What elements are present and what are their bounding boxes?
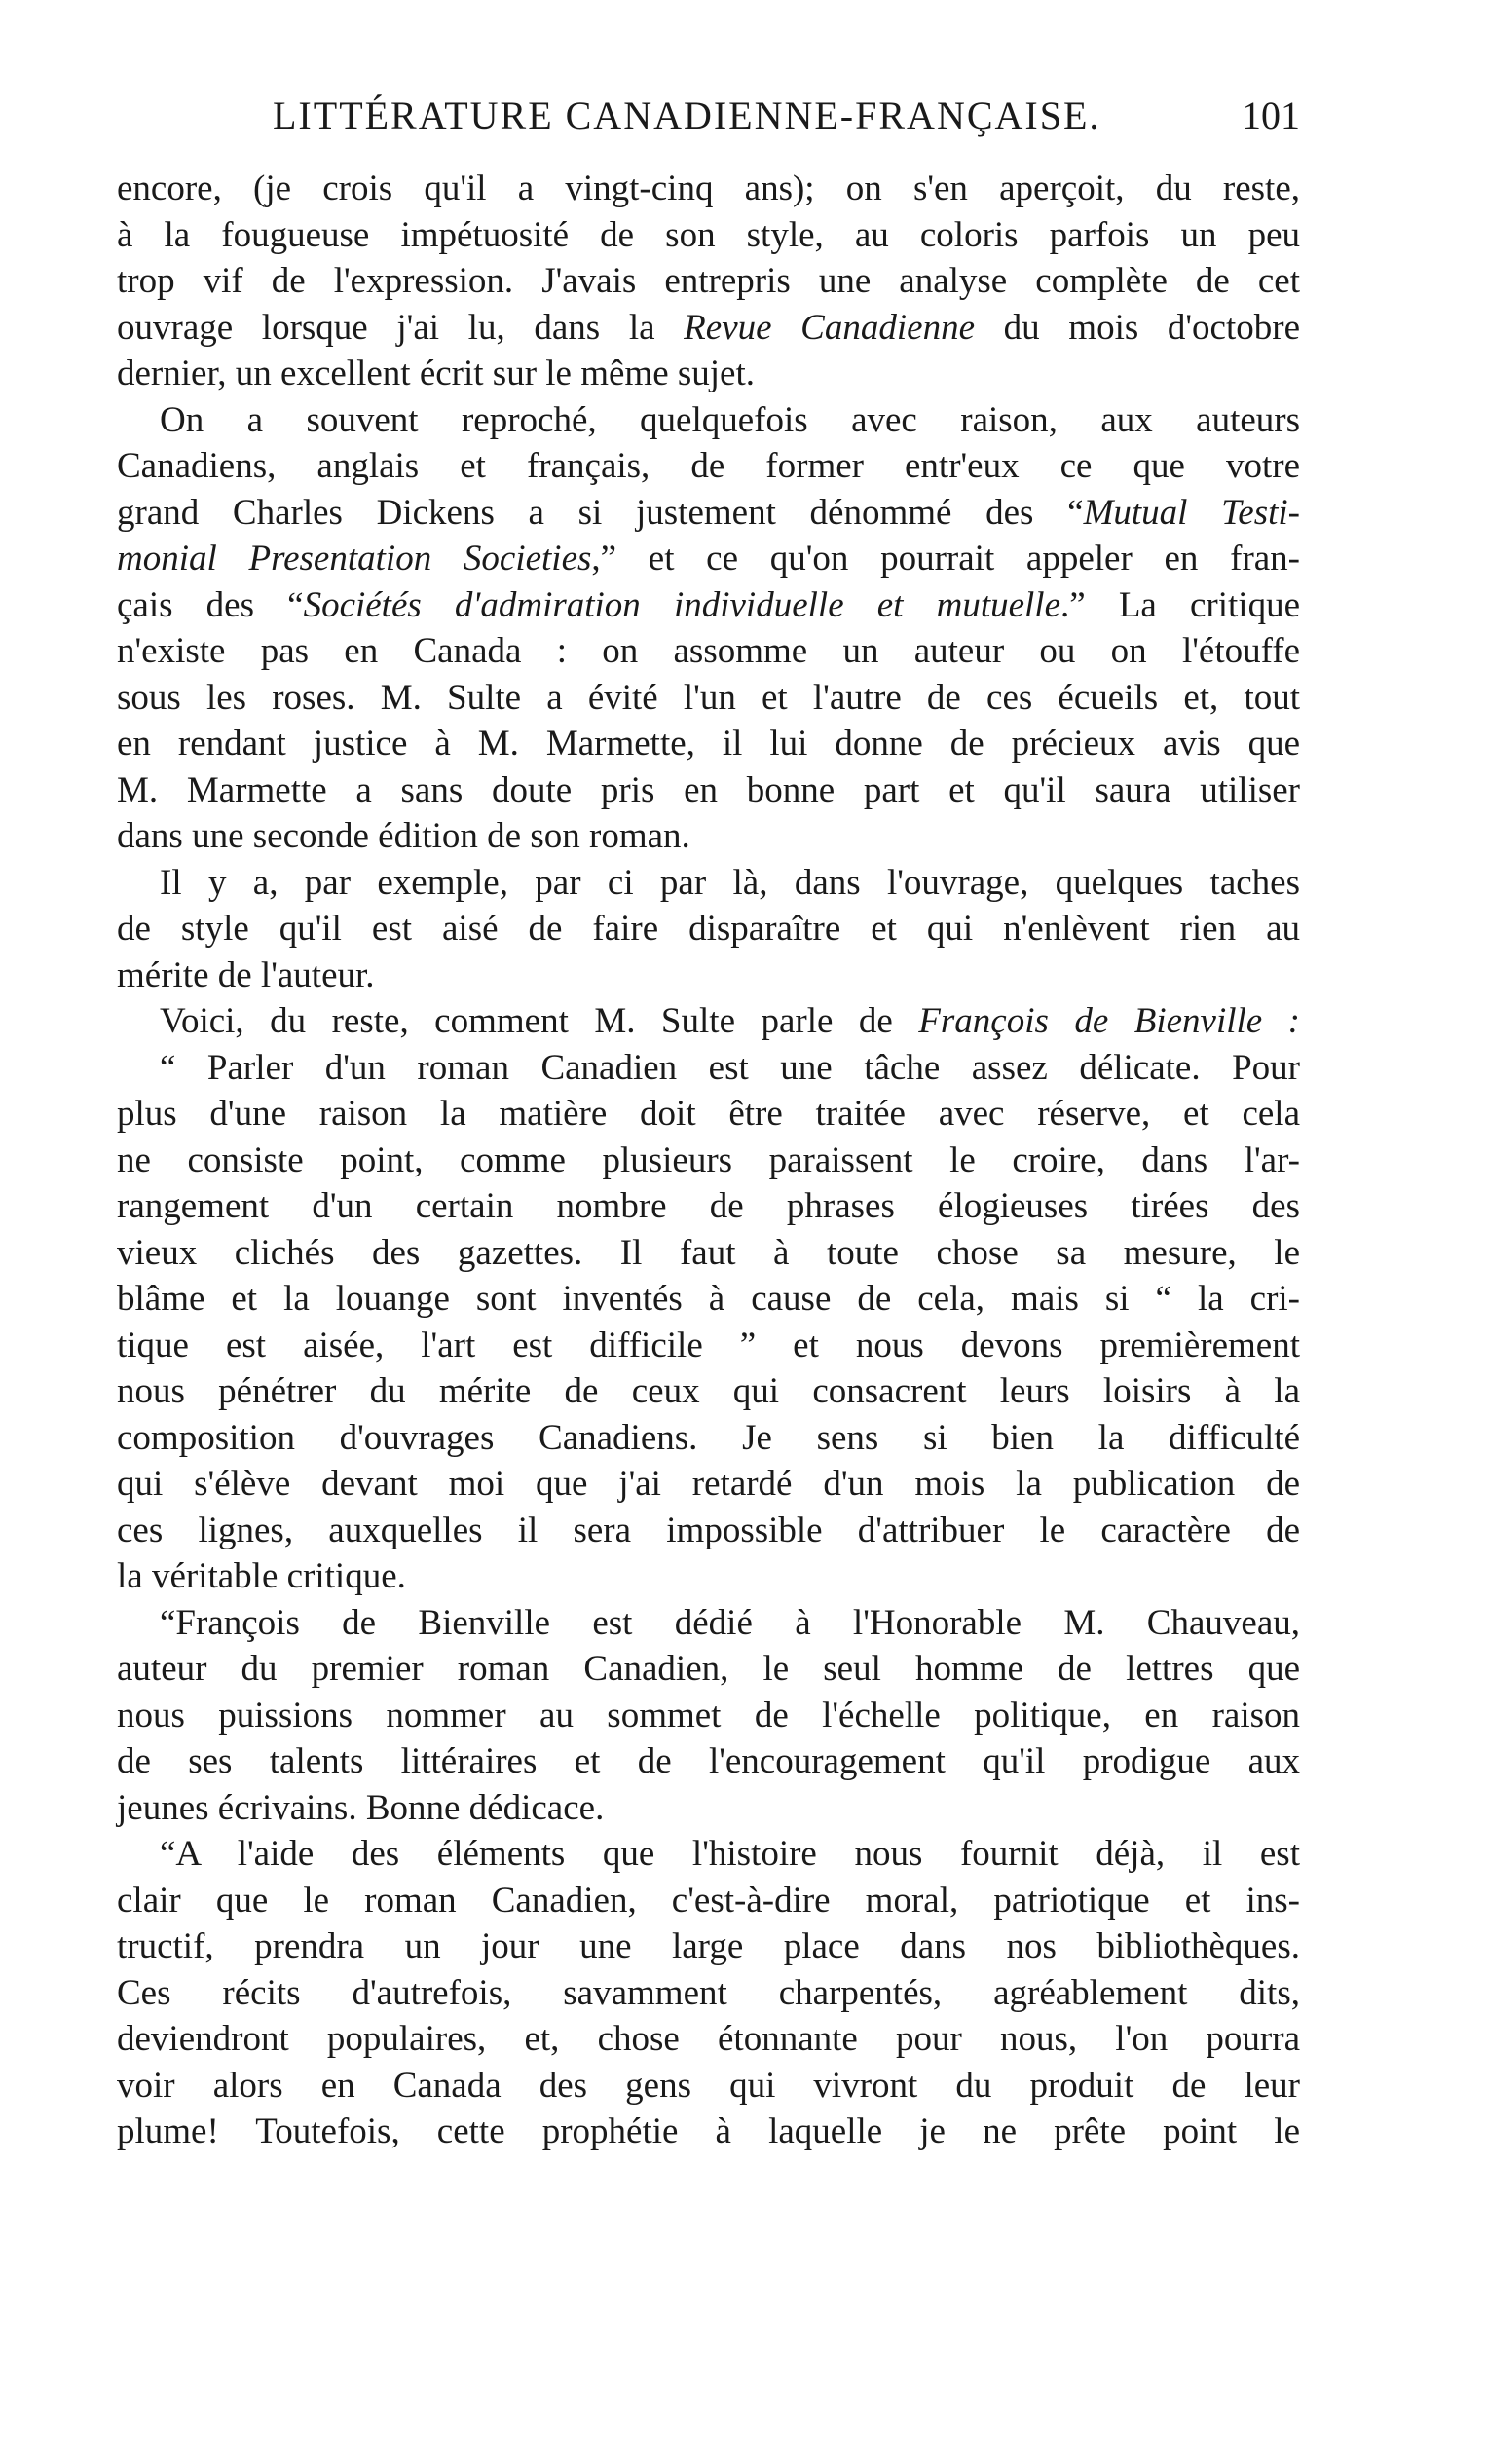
text-line <box>117 2016 1300 2063</box>
text-line <box>117 906 1300 952</box>
text-run: voir alors en Canada des gens qui vivront du produit de leur <box>117 2065 1300 2106</box>
text-line <box>117 721 1300 767</box>
text-line <box>117 351 1300 397</box>
text-line <box>117 1368 1300 1415</box>
text-run: n'existe pas en Canada : on assomme un auteur ou on l'étouffe <box>117 631 1300 671</box>
text-run: la véritable critique. <box>117 1556 406 1596</box>
text-run: auteur du premier roman Canadien, le seul homme de lettres que <box>117 1649 1300 1689</box>
running-title: LITTÉRATURE CANADIENNE-FRANÇAISE. <box>273 93 1101 137</box>
text-run: tique est aisée, l'art est difficile ” et nous devons premièrement <box>117 1325 1300 1365</box>
text-line <box>117 1553 1300 1600</box>
text-line <box>117 1183 1300 1230</box>
text-line <box>117 1831 1300 1878</box>
text-run: rangement d'un certain nombre de phrases élogieuses tirées des <box>117 1186 1300 1226</box>
italic-run: Revue Canadienne <box>684 307 975 348</box>
text-line <box>117 2109 1300 2155</box>
body-text <box>117 166 1300 2155</box>
text-run: dernier, un excellent écrit sur le même sujet. <box>117 354 755 393</box>
text-run: du mois d'octobre <box>975 307 1301 348</box>
text-run: “A l'aide des éléments que l'histoire nous fournit déjà, il est <box>160 1834 1300 1874</box>
text-run: composition d'ouvrages Canadiens. Je sens si bien la difficulté <box>117 1417 1300 1458</box>
text-line <box>117 1045 1300 1092</box>
text-run: ,” et ce qu'on pourrait appeler en fran- <box>591 539 1301 579</box>
text-line <box>117 258 1300 305</box>
text-line <box>117 1646 1300 1693</box>
text-run: On a souvent reproché, quelquefois avec raison, aux auteurs <box>160 399 1300 440</box>
text-run: mérite de l'auteur. <box>117 954 375 995</box>
text-line <box>117 1091 1300 1138</box>
page-header <box>117 93 1300 151</box>
text-run: çais des “ <box>117 584 304 625</box>
text-run: vieux clichés des gazettes. Il faut à toute chose sa mesure, le <box>117 1232 1300 1273</box>
italic-run: monial Presentation Societies <box>117 539 592 579</box>
text-run: deviendront populaires, et, chose étonnante pour nous, l'on pourra <box>117 2019 1300 2059</box>
text-run: en rendant justice à M. Marmette, il lui donne de précieux avis que <box>117 724 1300 764</box>
text-line <box>117 675 1300 722</box>
text-line <box>117 1276 1300 1323</box>
text-run: de style qu'il est aisé de faire disparaître et qui n'enlèvent rien au <box>117 909 1300 949</box>
text-run: Voici, du reste, comment M. Sulte parle de <box>160 1001 919 1041</box>
text-run: nous pénétrer du mérite de ceux qui consacrent leurs loisirs à la <box>117 1371 1300 1411</box>
text-run: encore, (je crois qu'il a vingt-cinq ans); on s'en aperçoit, du reste, <box>117 168 1300 208</box>
text-line <box>117 1878 1300 1924</box>
text-run: trop vif de l'expression. J'avais entrepris une analyse complète de cet <box>117 261 1300 301</box>
text-line <box>117 860 1300 907</box>
text-run: tructif, prendra un jour une large place dans nos bibliothèques. <box>117 1926 1300 1966</box>
text-line <box>117 1693 1300 1739</box>
text-run: ne consiste point, comme plusieurs paraissent le croire, dans l'ar- <box>117 1139 1300 1180</box>
text-line <box>117 166 1300 212</box>
text-run: grand Charles Dickens a si justement dénommé des “ <box>117 492 1084 533</box>
text-line <box>117 767 1300 814</box>
italic-run: Mutual Testi- <box>1083 492 1301 533</box>
text-run: “ Parler d'un roman Canadien est une tâche assez délicate. Pour <box>160 1047 1300 1088</box>
text-line <box>117 1230 1300 1277</box>
text-line <box>117 212 1300 259</box>
text-run: dans une seconde édition de son roman. <box>117 816 690 856</box>
italic-run: Sociétés d'admiration individuelle et mutuelle <box>303 584 1061 625</box>
text-line <box>117 952 1300 999</box>
text-line <box>117 1415 1300 1462</box>
text-line <box>117 1785 1300 1832</box>
text-run: plus d'une raison la matière doit être traitée avec réserve, et cela <box>117 1094 1300 1134</box>
text-run: clair que le roman Canadien, c'est-à-dire moral, patriotique et ins- <box>117 1880 1300 1921</box>
text-run: ces lignes, auxquelles il sera impossible d'attribuer le caractère de <box>117 1510 1300 1550</box>
text-run: jeunes écrivains. Bonne dédicace. <box>117 1787 605 1828</box>
text-line <box>117 1323 1300 1369</box>
text-line <box>117 490 1300 537</box>
text-line <box>117 628 1300 675</box>
italic-run: François de Bienville : <box>918 1001 1300 1041</box>
text-run: M. Marmette a sans doute pris en bonne part et qu'il saura utiliser <box>117 769 1300 810</box>
text-line <box>117 1508 1300 1554</box>
text-line <box>117 1970 1300 2017</box>
text-run: .” La critique <box>1060 584 1301 625</box>
text-line <box>117 1738 1300 1785</box>
text-line <box>117 1923 1300 1970</box>
text-run: à la fougueuse impétuosité de son style, au coloris parfois un peu <box>117 214 1300 255</box>
text-line <box>117 305 1300 352</box>
text-run: Ces récits d'autrefois, savamment charpentés, agréablement dits, <box>117 1972 1300 2013</box>
text-run: nous puissions nommer au sommet de l'échelle politique, en raison <box>117 1695 1300 1736</box>
text-line <box>117 397 1300 444</box>
text-line <box>117 536 1300 582</box>
text-line <box>117 2063 1300 2109</box>
text-run: ouvrage lorsque j'ai lu, dans la <box>117 307 685 348</box>
text-run: sous les roses. M. Sulte a évité l'un et l'autre de ces écueils et, tout <box>117 677 1300 718</box>
text-line <box>117 813 1300 860</box>
text-line <box>117 1138 1300 1184</box>
text-line <box>117 443 1300 490</box>
text-line <box>117 1600 1300 1647</box>
text-run: qui s'élève devant moi que j'ai retardé d'un mois la publication de <box>117 1464 1300 1504</box>
text-line <box>117 1461 1300 1508</box>
text-line <box>117 582 1300 629</box>
text-line <box>117 998 1300 1045</box>
text-run: “François de Bienville est dédié à l'Honorable M. Chauveau, <box>160 1602 1300 1643</box>
text-run: de ses talents littéraires et de l'encouragement qu'il prodigue aux <box>117 1741 1300 1781</box>
text-run: plume! Toutefois, cette prophétie à laquelle je ne prête point le <box>117 2111 1300 2151</box>
text-run: Canadiens, anglais et français, de former entr'eux ce que votre <box>117 446 1300 486</box>
page-number: 101 <box>1242 93 1300 137</box>
text-run: blâme et la louange sont inventés à cause de cela, mais si “ la cri- <box>117 1279 1300 1319</box>
text-run: Il y a, par exemple, par ci par là, dans l'ouvrage, quelques taches <box>160 862 1300 903</box>
